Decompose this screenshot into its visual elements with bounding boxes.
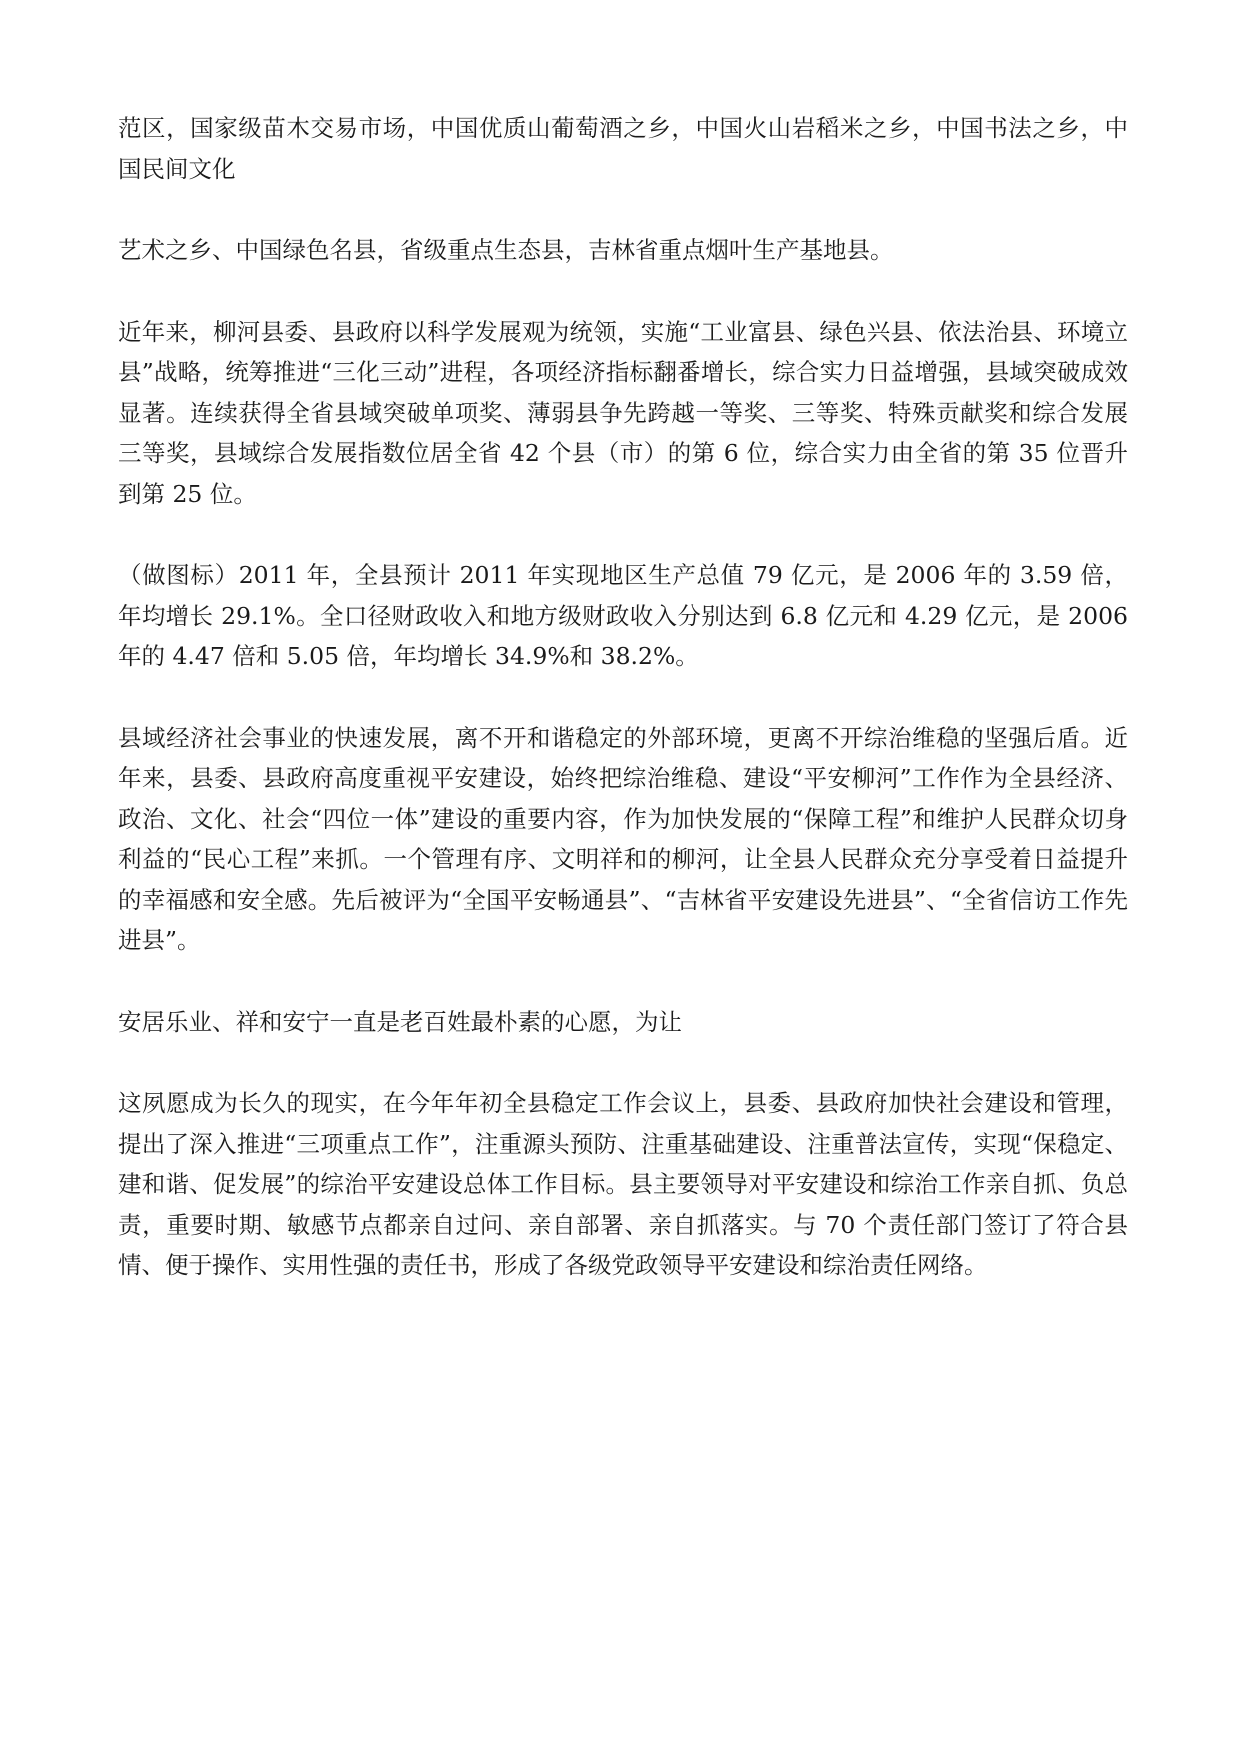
paragraph-safety-construction: 县域经济社会事业的快速发展，离不开和谐稳定的外部环境，更离不开综治维稳的坚强后盾。近年来，县委、县政府高度重视平安建设，始终把综治维稳、建设“平安柳河”工作作为全县经济、政治、文化、社会“四位一体”建设的重要内容，作为加快发展的“保障工程”和维护人民群众切身利益的“民心工程”来抓。一个管理有序、文明祥和的柳河，让全县人民群众充分享受着日益提升的幸福感和安全感。先后被评为“全国平安畅通县”、“吉林省平安建设先进县”、“全省信访工作先进县”。 xyxy=(118,723,1128,954)
document-body xyxy=(118,108,1128,1327)
paragraph-stability-work: 这夙愿成为长久的现实，在今年年初全县稳定工作会议上，县委、县政府加快社会建设和管理，提出了深入推进“三项重点工作”，注重源头预防、注重基础建设、注重普法宣传，实现“保稳定、建和谐、促发展”的综治平安建设总体工作目标。县主要领导对平安建设和综治工作亲自抓、负总责，重要时期、敏感节点都亲自过问、亲自部署、亲自抓落实。与 70 个责任部门签订了符合县情、便于操作、实用性强的责任书，形成了各级党政领导平安建设和综治责任网络。 xyxy=(118,1089,1128,1279)
paragraph-economic-figures: （做图标）2011 年，全县预计 2011 年实现地区生产总值 79 亿元，是 2006 年的 3.59 倍，年均增长 29.1%。全口径财政收入和地方级财政收入分别达到 6.8 亿元和 4.29 亿元，是 2006 年的 4.47 倍和 5.05 倍，年均增长 34.9%和 38.2%。 xyxy=(118,561,1128,670)
paragraph-wish-start: 安居乐业、祥和安宁一直是老百姓最朴素的心愿，为让 xyxy=(118,1007,682,1036)
paragraph-honors-continued: 范区，国家级苗木交易市场，中国优质山葡萄酒之乡，中国火山岩稻米之乡，中国书法之乡，中国民间文化 xyxy=(118,114,1128,183)
paragraph-development-strategy: 近年来，柳河县委、县政府以科学发展观为统领，实施“工业富县、绿色兴县、依法治县、环境立县”战略，统筹推进“三化三动”进程，各项经济指标翻番增长，综合实力日益增强，县域突破成效显著。连续获得全省县域突破单项奖、薄弱县争先跨越一等奖、三等奖、特殊贡献奖和综合发展三等奖，县域综合发展指数位居全省 42 个县（市）的第 6 位，综合实力由全省的第 35 位晋升到第 25 位。 xyxy=(118,317,1128,508)
paragraph-honors-end: 艺术之乡、中国绿色名县，省级重点生态县，吉林省重点烟叶生产基地县。 xyxy=(118,236,894,264)
